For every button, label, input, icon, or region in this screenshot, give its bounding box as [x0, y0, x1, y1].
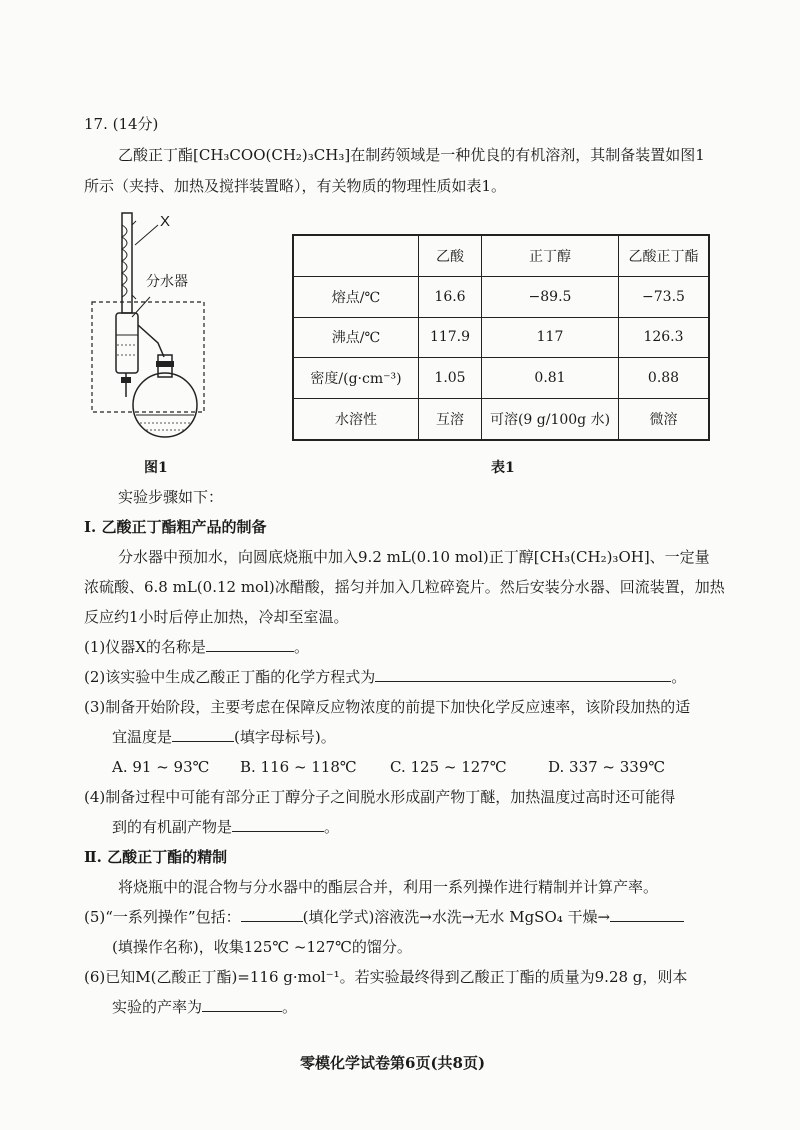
- answer-blank-4[interactable]: [232, 817, 324, 832]
- table-row: [293, 358, 709, 399]
- properties-table: [292, 234, 710, 441]
- table-cell: 互溶: [419, 398, 482, 440]
- part1-heading: Ⅰ. 乙酸正丁酯粗产品的制备: [84, 518, 267, 536]
- period: 。: [293, 638, 309, 656]
- table-cell: 1.05: [419, 358, 482, 399]
- table-row: [293, 317, 709, 358]
- part1-para-line1: 分水器中预加水，向圆底烧瓶中加入9.2 mL(0.10 mol)正丁醇[CH₃(CH₂)₃OH]、一定量: [118, 548, 710, 566]
- table-cell: 熔点/℃: [293, 277, 419, 318]
- table-cell: 水溶性: [293, 398, 419, 440]
- table-cell: 沸点/℃: [293, 317, 419, 358]
- question-3-line1: (3)制备开始阶段，主要考虑在保障反应物浓度的前提下加快化学反应速率，该阶段加热的适: [84, 698, 691, 716]
- table-cell: 117: [482, 317, 619, 358]
- apparatus-figure: [80, 205, 220, 455]
- answer-blank-5a[interactable]: [241, 907, 303, 922]
- figure-caption: 图1: [144, 460, 168, 476]
- table-cell: 密度/(g·cm⁻³): [293, 358, 419, 399]
- option-a: A. 91 ~ 93℃: [112, 758, 210, 776]
- question-3-line2: [112, 727, 336, 747]
- period: 。: [282, 998, 298, 1016]
- question-6-line1: (6)已知M(乙酸正丁酯)=116 g·mol⁻¹。若实验最终得到乙酸正丁酯的质量为9.28 g，则本: [84, 968, 688, 986]
- table-cell: −73.5: [619, 277, 710, 318]
- intro-text-line2: 所示（夹持、加热及搅拌装置略），有关物质的物理性质如表1。: [84, 177, 507, 195]
- table-header-cell: 乙酸正丁酯: [619, 235, 710, 277]
- part1-para-line3: 反应约1小时后停止加热，冷却至室温。: [84, 608, 349, 626]
- table-cell: −89.5: [482, 277, 619, 318]
- question-5-line2: (填操作名称)，收集125℃ ~127℃的馏分。: [112, 938, 412, 956]
- answer-blank-3[interactable]: [172, 727, 234, 742]
- question-3-text: 宜温度是: [112, 728, 173, 746]
- table-caption: 表1: [491, 460, 515, 476]
- table-cell: 微溶: [619, 398, 710, 440]
- question-4-line2: [112, 817, 339, 837]
- answer-blank-5b[interactable]: [610, 907, 684, 922]
- table-cell: 0.81: [482, 358, 619, 399]
- table-cell: 0.88: [619, 358, 710, 399]
- answer-blank-1[interactable]: [206, 637, 294, 652]
- question-4-text: 到的有机副产物是: [112, 818, 233, 836]
- part1-para-line2: 浓硫酸、6.8 mL(0.12 mol)冰醋酸，摇匀并加入几粒碎瓷片。然后安装分水器、回流装置，加热: [84, 578, 725, 596]
- intro-text-line1: 乙酸正丁酯[CH₃COO(CH₂)₃CH₃]在制药领域是一种优良的有机溶剂，其制备装置如图1: [118, 146, 705, 164]
- steps-title: 实验步骤如下：: [118, 488, 224, 506]
- question-3-suffix: (填字母标号)。: [234, 728, 336, 746]
- answer-blank-6[interactable]: [202, 997, 282, 1012]
- question-6-text: 实验的产率为: [112, 998, 203, 1016]
- part2-heading: Ⅱ. 乙酸正丁酯的精制: [84, 848, 228, 866]
- question-5-text: (5)“一系列操作”包括：: [84, 908, 241, 926]
- table-row: [293, 277, 709, 318]
- table-header-cell: [293, 235, 419, 277]
- period: 。: [671, 668, 687, 686]
- question-4-line1: (4)制备过程中可能有部分正丁醇分子之间脱水形成副产物丁醚，加热温度过高时还可能得: [84, 788, 676, 806]
- question-1: [84, 637, 309, 657]
- table-row: [293, 398, 709, 440]
- table-cell: 16.6: [419, 277, 482, 318]
- question-5-line1: [84, 907, 684, 927]
- answer-blank-2[interactable]: [375, 667, 671, 682]
- option-d: D. 337 ~ 339℃: [548, 758, 666, 776]
- question-6-line2: [112, 997, 297, 1017]
- table-cell: 117.9: [419, 317, 482, 358]
- table-cell: 可溶(9 g/100g 水): [482, 398, 619, 440]
- table-cell: 126.3: [619, 317, 710, 358]
- period: 。: [324, 818, 340, 836]
- label-separator: 分水器: [146, 274, 188, 290]
- option-c: C. 125 ~ 127℃: [390, 758, 507, 776]
- question-2: [84, 667, 686, 687]
- question-number: 17. (14分): [84, 115, 159, 133]
- question-2-text: (2)该实验中生成乙酸正丁酯的化学方程式为: [84, 668, 376, 686]
- table-header-cell: 乙酸: [419, 235, 482, 277]
- table-header-cell: 正丁醇: [482, 235, 619, 277]
- part2-para: 将烧瓶中的混合物与分水器中的酯层合并，利用一系列操作进行精制并计算产率。: [118, 878, 659, 896]
- question-1-text: (1)仪器X的名称是: [84, 638, 206, 656]
- option-b: B. 116 ~ 118℃: [240, 758, 357, 776]
- page-footer: 零模化学试卷第6页(共8页): [300, 1054, 486, 1072]
- table-header-row: [293, 235, 709, 277]
- question-5-mid: (填化学式)溶液洗→水洗→无水 MgSO₄ 干燥→: [302, 908, 611, 926]
- label-x: X: [160, 213, 171, 230]
